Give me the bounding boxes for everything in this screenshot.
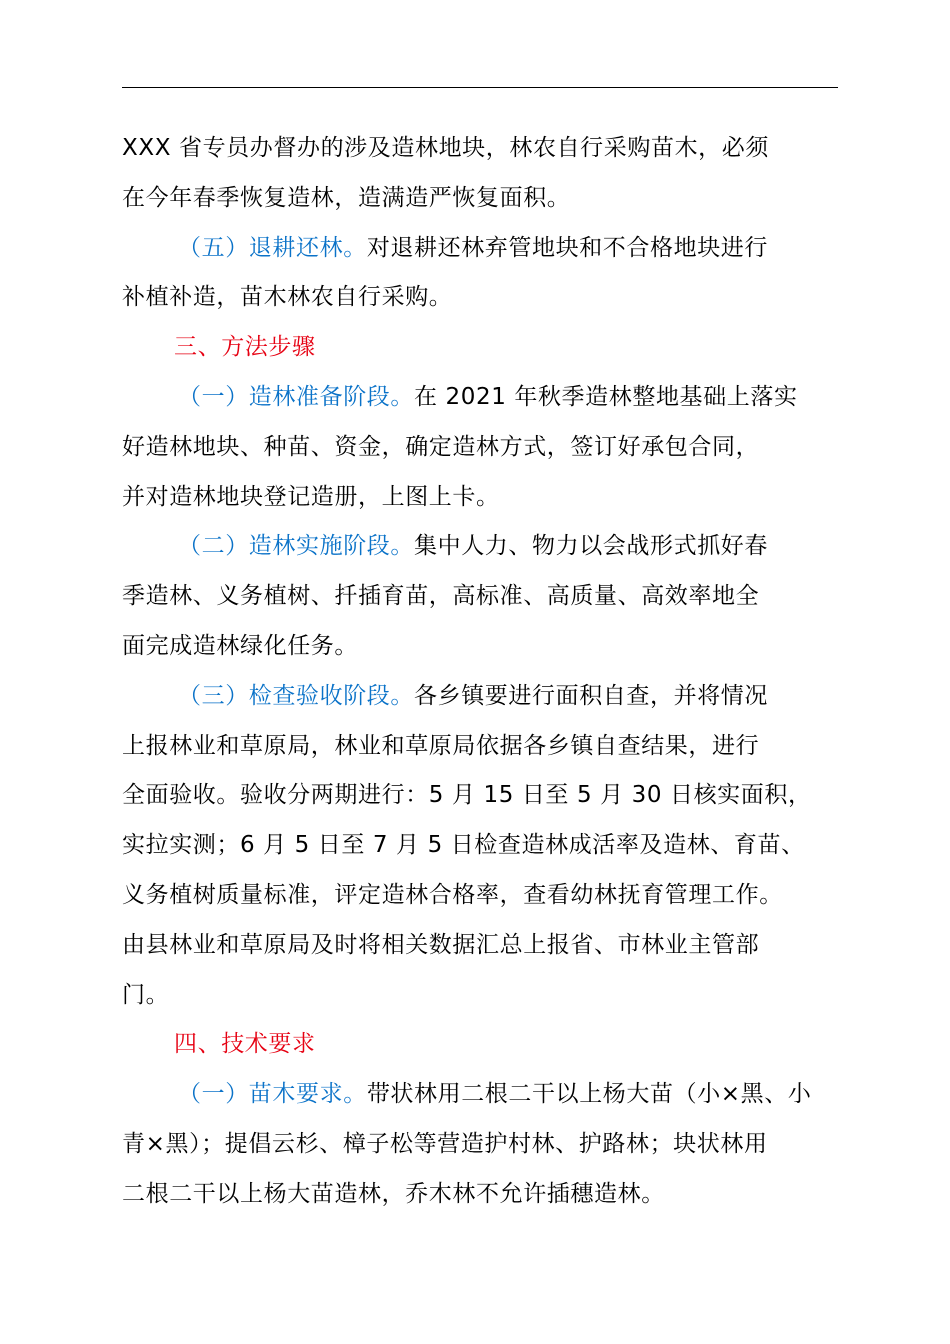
section-heading-methods: 三、方法步骤 [174,334,316,361]
text-run: 集中人力、物力以会战形式抓好春 [414,533,768,560]
text-line: 青×黑）；提倡云杉、樟子松等营造护村林、护路林；块状林用 [122,1130,768,1157]
text-line: 补植补造，苗木林农自行采购。 [122,284,453,311]
text-line: XXX 省专员办督办的涉及造林地块，林农自行采购苗木，必须 [122,135,769,161]
text-run: 带状林用二根二干以上杨大苗（小×黑、小 [366,1081,812,1108]
text-line [122,373,842,423]
text-line [122,672,842,722]
text-line: 好造林地块、种苗、资金，确定造林方式，签订好承包合同， [122,433,760,460]
text-line: 全面验收。验收分两期进行：5 月 15 日至 5 月 30 日核实面积， [122,782,812,809]
text-line: 门。 [122,981,170,1008]
text-line: 在今年春季恢复造林，造满造严恢复面积。 [122,184,571,211]
subheading-label: （一）苗木要求。 [178,1081,367,1108]
text-line [122,522,842,572]
text-run: 在 2021 年秋季造林整地基础上落实 [414,383,798,410]
document-body [122,124,842,1220]
text-run: 对退耕还林弃管地块和不合格地块进行 [366,234,769,261]
subheading-label: （二）造林实施阶段。 [178,533,414,560]
text-line [122,1070,842,1120]
header-rule [122,87,838,88]
section-heading-technical: 四、技术要求 [174,1031,316,1058]
paragraph-seedling-requirements [122,1070,842,1219]
paragraph-returning-farmland [122,224,842,324]
text-line: 由县林业和草原局及时将相关数据汇总上报省、市林业主管部 [122,931,760,958]
text-line: 义务植树质量标准，评定造林合格率，查看幼林抚育管理工作。 [122,881,783,908]
text-line: 二根二干以上杨大苗造林，乔木林不允许插穗造林。 [122,1180,665,1207]
text-line: 并对造林地块登记造册，上图上卡。 [122,483,500,510]
text-line: 实拉实测；6 月 5 日至 7 月 5 日检查造林成活率及造林、育苗、 [122,832,805,859]
text-line: 面完成造林绿化任务。 [122,632,358,659]
subheading-label: （一）造林准备阶段。 [178,383,414,410]
paragraph-inspection-stage [122,672,842,1021]
text-line: 上报林业和草原局，林业和草原局依据各乡镇自查结果，进行 [122,732,760,759]
subheading-label: （五）退耕还林。 [178,234,367,261]
text-line [122,224,842,274]
text-run: 各乡镇要进行面积自查，并将情况 [414,682,768,709]
paragraph-continuation [122,124,842,224]
paragraph-implementation-stage [122,522,842,671]
subheading-label: （三）检查验收阶段。 [178,682,414,709]
text-line: 季造林、义务植树、扦插育苗，高标准、高质量、高效率地全 [122,583,760,610]
paragraph-preparation-stage [122,373,842,522]
